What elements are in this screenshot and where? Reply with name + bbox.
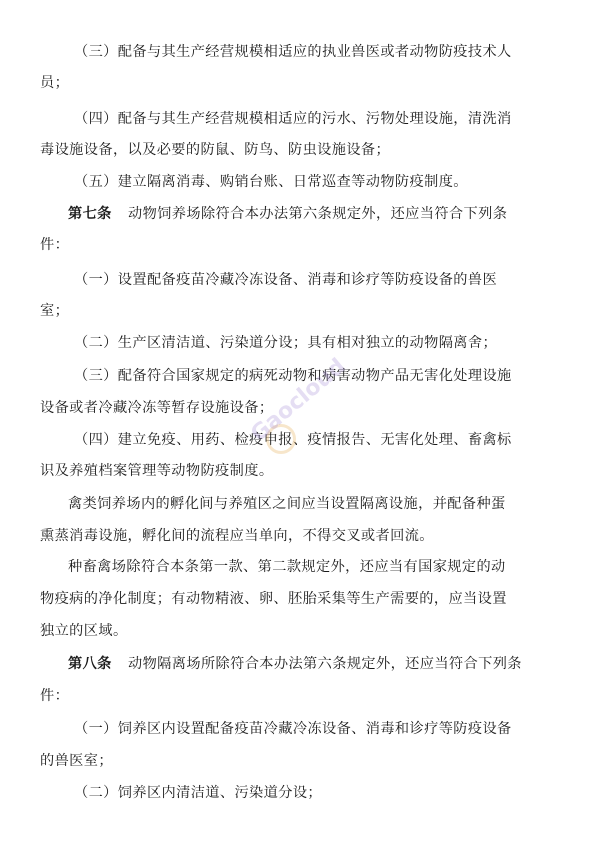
text-line: 的兽医室；: [40, 753, 113, 769]
text-line: （三）配备与其生产经营规模相适应的执业兽医或者动物防疫技术人: [74, 44, 512, 60]
text-line: （四）配备与其生产经营规模相适应的污水、污物处理设施，清洗消: [74, 111, 512, 127]
text-line: （三）配备符合国家规定的病死动物和病害动物产品无害化处理设施: [74, 368, 512, 384]
text-line: 毒设施设备，以及必要的防鼠、防鸟、防虫设施设备；: [40, 142, 391, 158]
text-line: 独立的区域。: [40, 623, 128, 639]
article-heading: 第八条: [68, 656, 112, 672]
text-line: （五）建立隔离消毒、购销台账、日常巡查等动物防疫制度。: [74, 174, 468, 190]
text-line: 室；: [40, 303, 70, 319]
text-line: 物疫病的净化制度；有动物精液、卵、胚胎采集等生产需要的，应当设置: [40, 591, 507, 607]
text-line: （一）饲养区内设置配备疫苗冷藏冷冻设备、消毒和诊疗等防疫设备: [74, 721, 512, 737]
text-line: 件：: [40, 688, 70, 704]
text-line: （一）设置配备疫苗冷藏冷冻设备、消毒和诊疗等防疫设备的兽医: [74, 272, 498, 288]
text-line: 熏蒸消毒设施，孵化间的流程应当单向，不得交叉或者回流。: [40, 528, 434, 544]
article-heading: 第七条: [68, 206, 112, 222]
text-line: （二）饲养区内清洁道、污染道分设；: [74, 785, 322, 801]
text-line: 员；: [40, 75, 70, 91]
text-line: 种畜禽场除符合本条第一款、第二款规定外，还应当有国家规定的动: [68, 559, 506, 575]
text-line: 动物饲养场除符合本办法第六条规定外，还应当符合下列条: [128, 206, 508, 222]
text-line: （二）生产区清洁道、污染道分设；具有相对独立的动物隔离舍；: [74, 335, 498, 351]
text-line: 设备或者冷藏冷冻等暂存设施设备；: [40, 400, 274, 416]
text-line: （四）建立免疫、用药、检疫申报、疫情报告、无害化处理、畜禽标: [74, 432, 512, 448]
text-line: 件：: [40, 237, 70, 253]
text-line: 动物隔离场所除符合本办法第六条规定外，还应当符合下列条: [128, 656, 522, 672]
watermark: Gaocloud: [246, 353, 351, 448]
text-line: 禽类饲养场内的孵化间与养殖区之间应当设置隔离设施，并配备种蛋: [68, 496, 506, 512]
text-line: 识及养殖档案管理等动物防疫制度。: [40, 463, 274, 479]
